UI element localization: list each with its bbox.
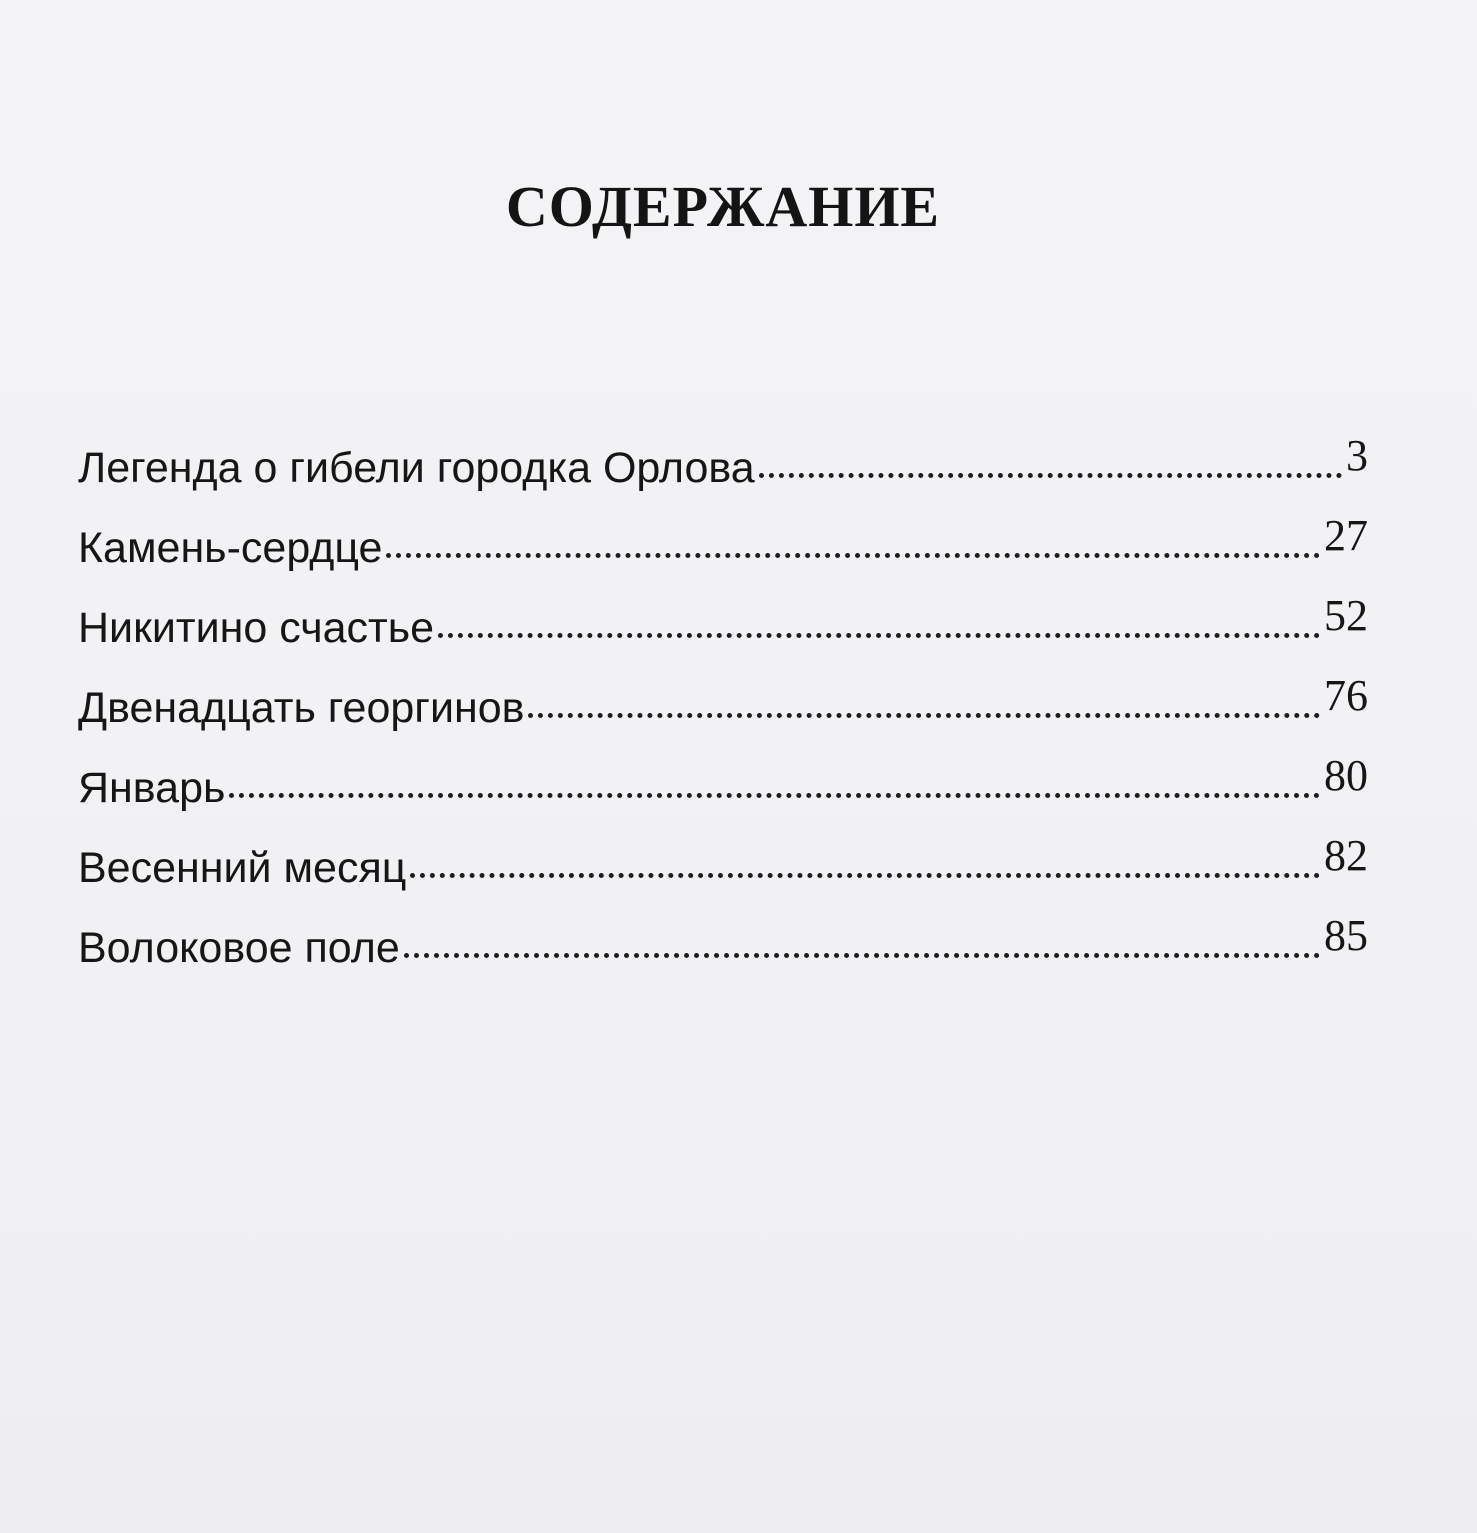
toc-page-number: 3 (1346, 431, 1368, 480)
toc-page-number: 52 (1324, 591, 1368, 640)
toc-page-number: 27 (1324, 511, 1368, 560)
toc-dot-leader (404, 953, 1320, 958)
toc-entry-title: Никитино счастье (78, 604, 435, 652)
toc-dot-leader (229, 793, 1320, 798)
toc-entry (78, 511, 1368, 603)
toc-entry-title: Волоковое поле (78, 924, 400, 972)
toc-dot-leader (438, 633, 1320, 638)
toc-dot-leader (386, 553, 1320, 558)
toc-entry (78, 431, 1368, 523)
toc-entry (78, 751, 1368, 843)
toc-entry-title: Январь (78, 764, 226, 812)
toc-entry-title: Камень-сердце (78, 524, 383, 572)
toc-entry (78, 911, 1368, 1003)
toc-dot-leader (410, 873, 1320, 878)
toc-page-number: 76 (1324, 671, 1368, 720)
toc-entry-title: Двенадцать георгинов (78, 684, 525, 732)
toc-page-number: 82 (1324, 831, 1368, 880)
toc-page-number: 80 (1324, 751, 1368, 800)
toc-dot-leader (528, 713, 1320, 718)
toc-entry-title: Легенда о гибели городка Орлова (78, 444, 755, 492)
toc-entry (78, 591, 1368, 683)
toc-dot-leader (759, 473, 1342, 478)
table-of-contents (78, 431, 1368, 1003)
contents-heading: СОДЕРЖАНИЕ (505, 174, 941, 239)
toc-entry (78, 671, 1368, 763)
toc-page-number: 85 (1324, 911, 1368, 960)
toc-entry-title: Весенний месяц (78, 844, 407, 892)
toc-entry (78, 831, 1368, 923)
